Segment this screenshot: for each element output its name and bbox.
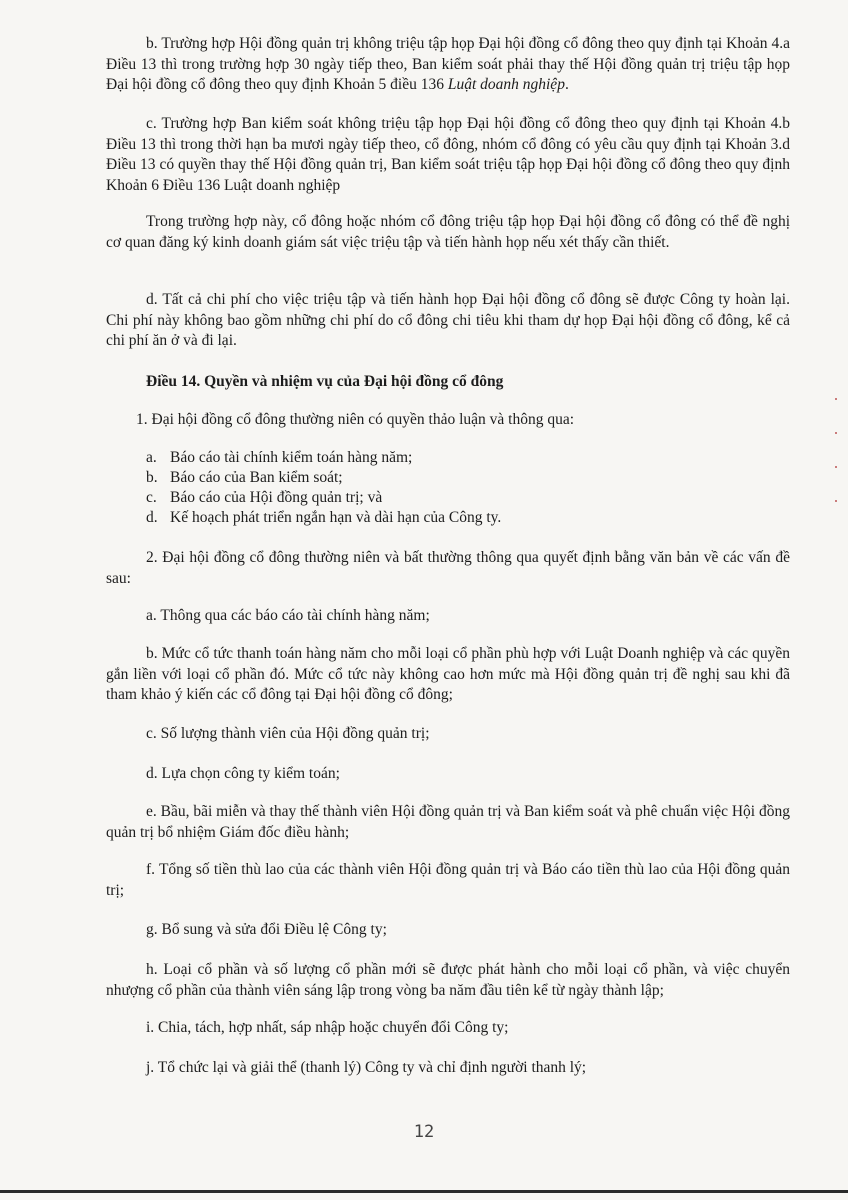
paragraph-13d: d. Tất cả chi phí cho việc triệu tập và tiến hành họp Đại hội đồng cổ đông sẽ được Công ty hoàn lại. Chi phí này không bao gồm những chi phí do cổ đông chi tiêu khi tham dự họp Đại hội đồng cổ đông, kể cả chi phí ăn ở và đi lại. (106, 291, 790, 349)
paragraph-2e: e. Bầu, bãi miễn và thay thế thành viên Hội đồng quản trị và Ban kiểm soát và phê chuẩn việc Hội đồng quản trị bổ nhiệm Giám đốc điều hành; (106, 803, 790, 841)
page-edge-line (0, 1190, 848, 1193)
scan-speck (835, 466, 837, 468)
list-item: a. Báo cáo tài chính kiểm toán hàng năm; (146, 449, 413, 466)
paragraph-2f: f. Tổng số tiền thù lao của các thành viên Hội đồng quản trị và Báo cáo tiền thù lao của Hội đồng quản trị; (106, 861, 790, 899)
scan-speck (835, 500, 837, 502)
paragraph-item-1: 1. Đại hội đồng cổ đông thường niên có quyền thảo luận và thông qua: (136, 411, 575, 428)
paragraph-case: Trong trường hợp này, cổ đông hoặc nhóm cổ đông triệu tập họp Đại hội đồng cổ đông có thể đề nghị cơ quan đăng ký kinh doanh giám sát việc triệu tập và tiến hành họp nếu xét thấy cần thiết. (106, 213, 790, 251)
paragraph-2b: b. Mức cổ tức thanh toán hàng năm cho mỗi loại cổ phần phù hợp với Luật Doanh nghiệp và các quyền gắn liền với loại cổ phần đó. Mức cổ tức này không cao hơn mức mà Hội đồng quản trị đề nghị sau khi đã tham khảo ý kiến các cổ đông tại Đại hội đồng cổ đông; (106, 645, 790, 703)
paragraph-13c: c. Trường hợp Ban kiểm soát không triệu tập họp Đại hội đồng cổ đông theo quy định tại Khoản 4.b Điều 13 thì trong thời hạn ba mươi ngày tiếp theo, cổ đông, nhóm cổ đông có yêu cầu quy định tại Khoản 3.d Điều 13 có quyền thay thế Hội đồng quản trị, Ban kiểm soát triệu tập họp Đại hội đồng cổ đông theo quy định Khoản 6 Điều 136 Luật doanh nghiệp (106, 115, 790, 194)
scan-speck (835, 398, 837, 400)
paragraph-13b: b. Trường hợp Hội đồng quản trị không triệu tập họp Đại hội đồng cổ đông theo quy định tại Khoản 4.a Điều 13 thì trong trường hợp 30 ngày tiếp theo, Ban kiểm soát phải thay thế Hội đồng quản trị triệu tập họp Đại hội đồng cổ đông theo quy định Khoản 5 điều 136 Luật doanh nghiệp. (106, 35, 790, 93)
paragraph-2j: j. Tổ chức lại và giải thể (thanh lý) Công ty và chỉ định người thanh lý; (146, 1059, 587, 1076)
list-item: b. Báo cáo của Ban kiểm soát; (146, 469, 343, 486)
paragraph-2h: h. Loại cổ phần và số lượng cổ phần mới sẽ được phát hành cho mỗi loại cổ phần, và việc chuyển nhượng cổ phần của thành viên sáng lập trong vòng ba năm đầu tiên kể từ ngày thành lập; (106, 961, 790, 999)
paragraph-2g: g. Bổ sung và sửa đổi Điều lệ Công ty; (146, 921, 387, 938)
list-item: d. Kế hoạch phát triển ngắn hạn và dài hạn của Công ty. (146, 509, 502, 526)
paragraph-2i: i. Chia, tách, hợp nhất, sáp nhập hoặc chuyển đổi Công ty; (146, 1019, 509, 1036)
scan-speck (835, 432, 837, 434)
list-item: c. Báo cáo của Hội đồng quản trị; và (146, 489, 383, 506)
paragraph-item-2: 2. Đại hội đồng cổ đông thường niên và bất thường thông qua quyết định bằng văn bản về các vấn đề sau: (106, 549, 790, 587)
paragraph-2c: c. Số lượng thành viên của Hội đồng quản trị; (146, 725, 430, 742)
paragraph-2d: d. Lựa chọn công ty kiểm toán; (146, 765, 340, 782)
page-number: 12 (413, 1122, 435, 1142)
paragraph-2a: a. Thông qua các báo cáo tài chính hàng năm; (146, 607, 430, 624)
article-14-heading: Điều 14. Quyền và nhiệm vụ của Đại hội đồng cổ đông (146, 373, 504, 390)
